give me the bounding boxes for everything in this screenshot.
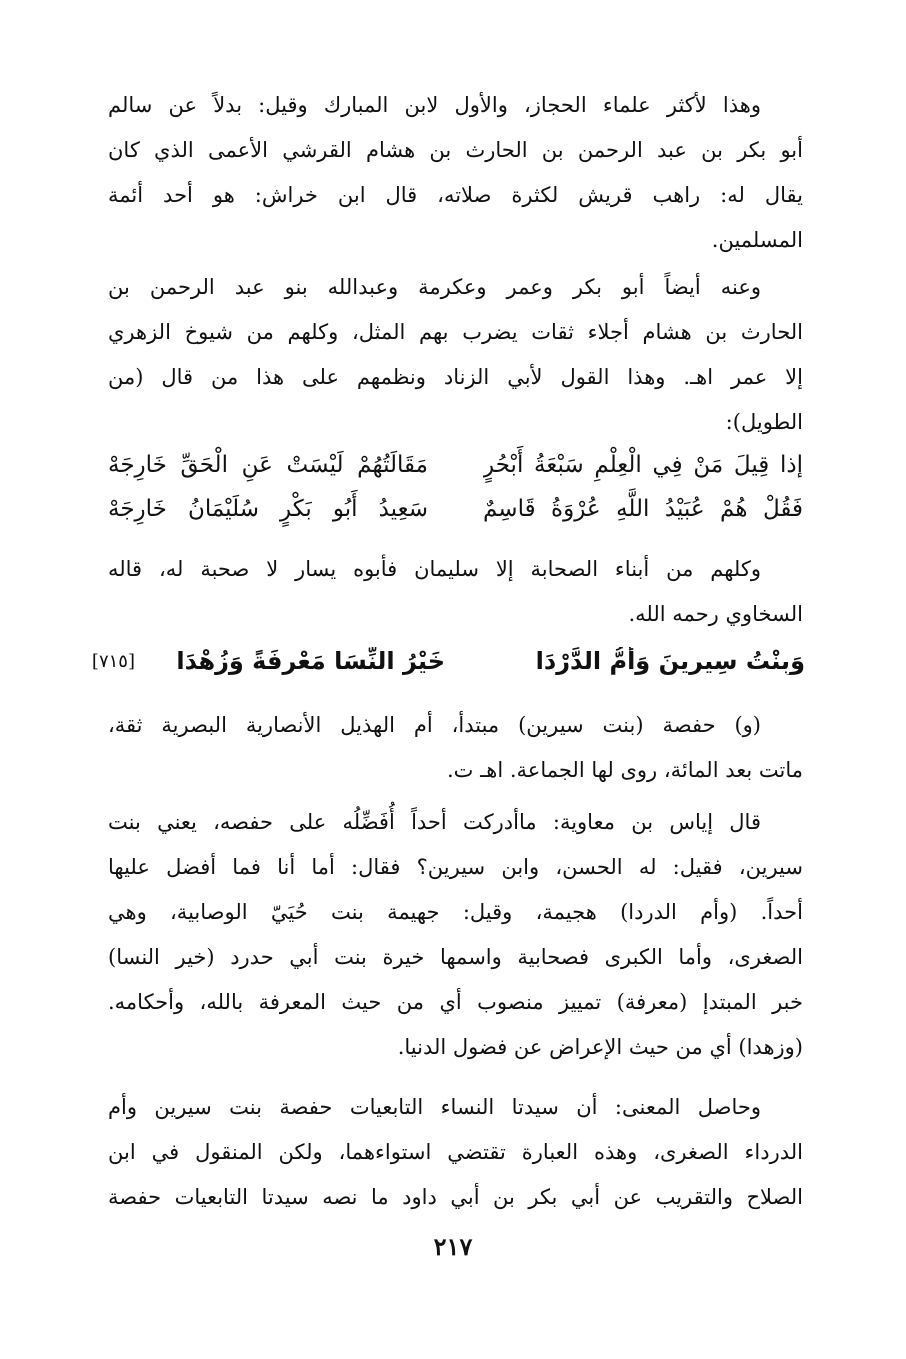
poem-hemistich-left: سَعِيدُ أَبُو بَكْرٍ سُلَيْمَانُ خَارِجَهْ [108, 496, 428, 522]
quoted-poem [108, 443, 803, 531]
text-line: السخاوي رحمه الله. [628, 602, 803, 626]
text-line: أبو بكر بن عبد الرحمن بن الحارث بن هشام القرشي الأعمى الذي كان [108, 138, 803, 162]
text-line: الدرداء الصغرى، وهذه العبارة تقتضي استواءهما، ولكن المنقول في ابن [108, 1140, 803, 1164]
text-line: الصلاح والتقريب عن أبي بكر بن أبي داود ما نصه سيدتا التابعيات حفصة [108, 1185, 803, 1209]
text-line: يقال له: راهب قريش لكثرة صلاته، قال ابن خراش: هو أحد أئمة [108, 183, 803, 207]
poem-hemistich-right: فَقُلْ هُمْ عُبَيْدُ اللَّهِ عُرْوَةُ قَاسِمٌ [483, 496, 803, 522]
text-line: خبر المبتدإ (معرفة) تمييز منصوب أي من حيث المعرفة بالله، وأحكامه. [108, 990, 803, 1014]
paragraph-4 [108, 703, 803, 793]
text-line: (و) حفصة (بنت سيرين) مبتدأ، أم الهذيل الأنصارية البصرية ثقة، [108, 713, 761, 737]
text-line: الحارث بن هشام أجلاء ثقات يضرب بهم المثل، وكلهم من شيوخ الزهري [108, 320, 803, 344]
text-line: وعنه أيضاً أبو بكر وعمر وعكرمة وعبدالله بنو عبد الرحمن بن [108, 275, 761, 299]
text-line: إلا عمر اهـ. وهذا القول لأبي الزناد ونظمهم على هذا من قال (من [108, 365, 803, 389]
text-line: المسلمين. [711, 228, 803, 252]
text-line: (وزهدا) أي من حيث الإعراض عن فضول الدنيا. [397, 1035, 803, 1059]
text-line: الصغرى، وأما الكبرى فصحابية واسمها خيرة بنت أبي حدرد (خير النسا) [108, 945, 803, 969]
text-line: وهذا لأكثر علماء الحجاز، والأول لابن المبارك وقيل: بدلاً عن سالم [108, 93, 761, 117]
poem-hemistich-left: مَقَالَتُهُمْ لَيْسَتْ عَنِ الْحَقِّ خَارِجَهْ [108, 452, 428, 478]
paragraph-6 [108, 1085, 803, 1220]
matn-hemistich-1: وَبِنْتُ سِيرِينَ وَأُمُّ الدَّرْدَا [535, 647, 805, 675]
text-line: ماتت بعد المائة، روى لها الجماعة. اهـ ت. [447, 758, 803, 782]
matn-verse-heading [60, 636, 805, 686]
text-line: سيرين، فقيل: له الحسن، وابن سيرين؟ فقال: أما أنا فما أفضل عليها [108, 855, 803, 879]
paragraph-2 [108, 265, 803, 445]
text-line: الطويل): [725, 410, 803, 434]
page-number: ٢١٧ [433, 1232, 473, 1261]
poem-verse [108, 443, 803, 487]
poem-verse [108, 487, 803, 531]
paragraph-3 [108, 547, 803, 637]
poem-hemistich-right: إذا قِيلَ مَنْ فِي الْعِلْمِ سَبْعَةُ أَبْحُرٍ [483, 452, 803, 478]
matn-hemistich-2: خَيْرُ النِّسَا مَعْرِفَةً وَزُهْدَا [176, 647, 445, 675]
verse-number: [٧١٥] [91, 650, 135, 672]
text-line: وحاصل المعنى: أن سيدتا النساء التابعيات حفصة بنت سيرين وأم [108, 1095, 761, 1119]
paragraph-5 [108, 800, 803, 1070]
text-line: قال إياس بن معاوية: ماأدركت أحداً أُفَضِّلُه على حفصه، يعني بنت [108, 810, 761, 834]
text-line: وكلهم من أبناء الصحابة إلا سليمان فأبوه يسار لا صحبة له، قاله [108, 557, 761, 581]
paragraph-1 [108, 83, 803, 263]
text-line: أحداً. (وأم الدردا) هجيمة، وقيل: جهيمة بنت حُيَيّ الوصابية، وهي [108, 900, 803, 924]
